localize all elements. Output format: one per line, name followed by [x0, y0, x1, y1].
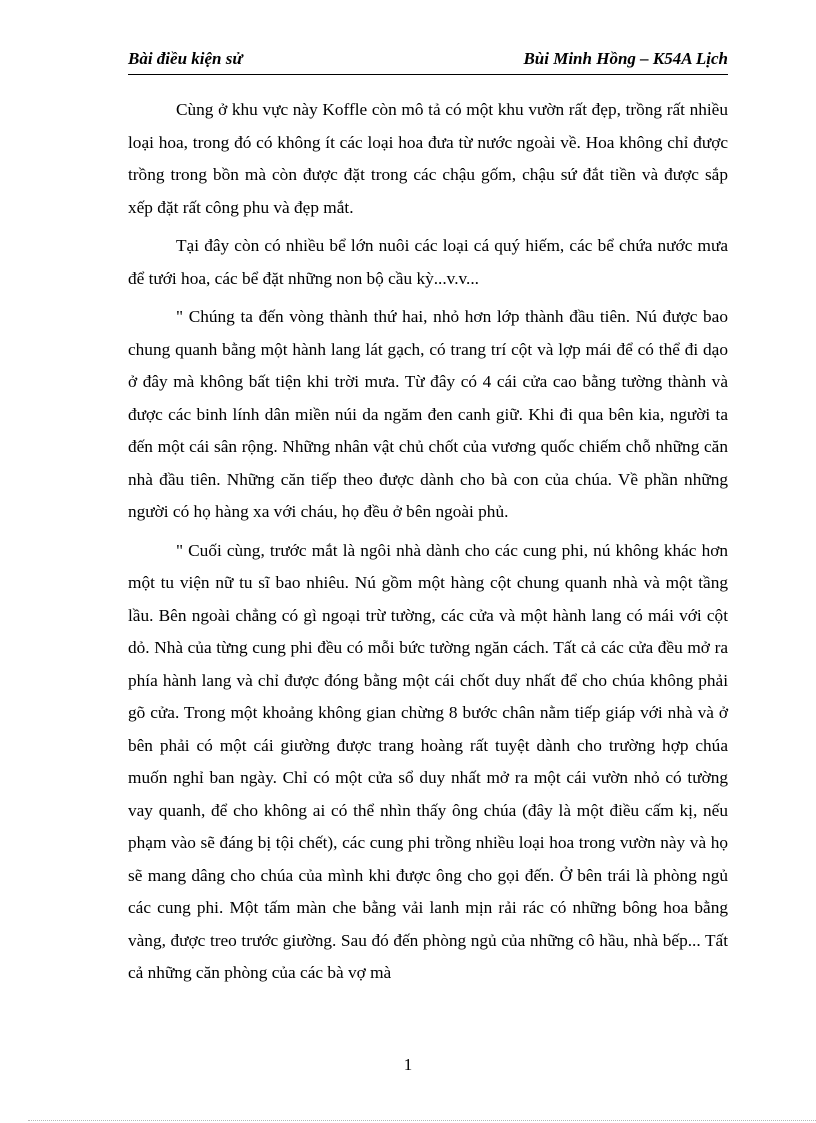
header-divider: [128, 74, 728, 75]
document-body: [128, 94, 728, 996]
page-bottom-divider: [28, 1120, 816, 1121]
paragraph-3: " Chúng ta đến vòng thành thứ hai, nhỏ hơn lớp thành đầu tiên. Nú được bao chung quanh bằng một hành lang lát gạch, có trang trí cột và lợp mái để có thể đi dạo ở đây mà không bất tiện khi trời mưa. Từ đây có 4 cái cửa cao bằng tường thành và được các binh lính dân miền núi da ngăm đen canh giữ. Khi đi qua bên kia, người ta đến một cái sân rộng. Những nhân vật chủ chốt của vương quốc chiếm chỗ những căn nhà đầu tiên. Những căn tiếp theo được dành cho bà con của chúa. Về phần những người có họ hàng xa với cháu, họ đều ở bên ngoài phủ.: [128, 307, 728, 521]
paragraph-4: " Cuối cùng, trước mắt là ngôi nhà dành cho các cung phi, nú không khác hơn một tu viện nữ tu sĩ bao nhiêu. Nú gồm một hàng cột chung quanh nhà và một tầng lầu. Bên ngoài chẳng có gì ngoại trừ tường, các cửa và một hành lang có mái với cột dỏ. Nhà của từng cung phi đều có mỗi bức tường ngăn cách. Tất cả các cửa đều mở ra phía hành lang và chỉ được đóng bằng một cái chốt duy nhất để cho chúa không phải gõ cửa. Trong một khoảng không gian chừng 8 bước chân nằm tiếp giáp với nhà và ở bên phải có một cái giường được trang hoàng rất tuyệt dành cho trường hợp chúa muốn nghỉ ban ngày. Chỉ có một cửa sổ duy nhất mở ra một cái vườn nhỏ có tường vay quanh, để cho không ai có thể nhìn thấy ông chúa (đây là một điều cấm kị, nếu phạm vào sẽ đáng bị tội chết), các cung phi trồng nhiều loại hoa trong vườn này và họ sẽ mang dâng cho chúa của mình khi được ông cho gọi đến. Ở bên trái là phòng ngủ các cung phi. Một tấm màn che bằng vải lanh mịn rải rác có những bông hoa bằng vàng, được treo trước giường. Sau đó đến phòng ngủ của những cô hầu, nhà bếp... Tất cả những căn phòng của các bà vợ mà: [128, 540, 728, 982]
header-left-title: Bài điều kiện sử: [128, 49, 243, 68]
paragraph-1: Cùng ở khu vực này Koffle còn mô tả có một khu vườn rất đẹp, trồng rất nhiều loại hoa, trong đó có không ít các loại hoa đưa từ nước ngoài về. Hoa không chỉ được trồng trong bồn mà còn được đặt trong các chậu gốm, chậu sứ đắt tiền và được sắp xếp đặt rất công phu và đẹp mắt.: [128, 100, 728, 217]
page-number: 1: [403, 1055, 413, 1074]
paragraph-2: Tại đây còn có nhiều bể lớn nuôi các loại cá quý hiếm, các bể chứa nước mưa để tưới hoa, các bể đặt những non bộ cầu kỳ...v.v...: [128, 236, 728, 288]
header-right-author: Bùi Minh Hồng – K54A Lịch: [523, 49, 728, 68]
page-header: [128, 48, 728, 96]
